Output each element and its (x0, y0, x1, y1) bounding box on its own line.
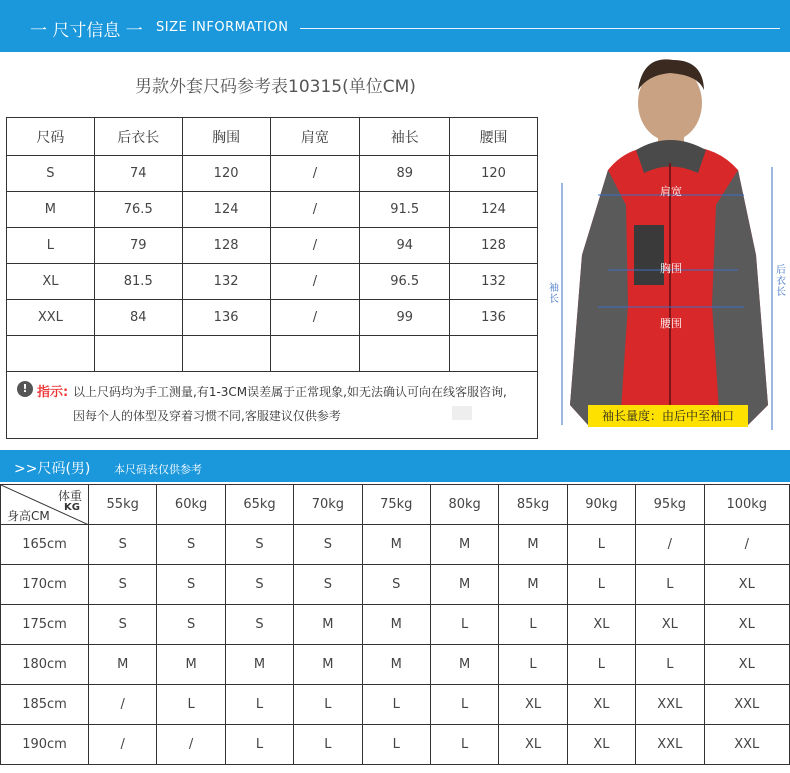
size-table-row (7, 192, 538, 228)
reco-height-cell: 170cm (1, 565, 89, 605)
label-back-length: 后衣长 (776, 265, 786, 298)
reco-size-cell: L (430, 685, 498, 725)
reco-height-cell: 180cm (1, 645, 89, 685)
reco-size-cell: XL (636, 605, 704, 645)
reco-size-cell: L (499, 605, 567, 645)
size-table-cell: 96.5 (360, 264, 450, 300)
size-table-cell: XL (7, 264, 95, 300)
reco-size-cell: M (430, 525, 498, 565)
size-table-cell: / (270, 156, 360, 192)
size-table-row (7, 300, 538, 336)
size-table-cell: 132 (182, 264, 270, 300)
reco-size-cell: S (157, 525, 225, 565)
reco-weight-header-cell: 100kg (704, 485, 789, 525)
reco-height-cell: 190cm (1, 725, 89, 765)
size-table-header (7, 118, 538, 156)
reco-size-cell: / (704, 525, 789, 565)
reco-weight-header-cell: 90kg (567, 485, 635, 525)
reco-size-cell: S (89, 605, 157, 645)
size-table-cell: 128 (450, 228, 538, 264)
size-table-header-cell: 后衣长 (94, 118, 182, 156)
reco-size-cell: L (362, 725, 430, 765)
size-table-cell: 124 (182, 192, 270, 228)
reco-size-cell: L (636, 565, 704, 605)
reco-table-row (1, 605, 790, 645)
reco-size-cell: S (89, 525, 157, 565)
size-table-cell: 136 (182, 300, 270, 336)
reco-height-cell: 185cm (1, 685, 89, 725)
reco-size-cell: S (157, 565, 225, 605)
reco-weight-header-cell: 95kg (636, 485, 704, 525)
size-table-cell: 79 (94, 228, 182, 264)
size-table-header-cell: 尺码 (7, 118, 95, 156)
reco-size-cell: S (89, 565, 157, 605)
reco-size-cell: L (636, 645, 704, 685)
reco-size-cell: XL (704, 565, 789, 605)
sleeve-caption: 袖长量度：由后中至袖口 (588, 405, 748, 427)
reco-size-cell: / (636, 525, 704, 565)
model-jacket-photo (548, 55, 790, 445)
reco-weight-header-cell: 85kg (499, 485, 567, 525)
size-table-cell (270, 336, 360, 372)
size-table-header-cell: 胸围 (182, 118, 270, 156)
size-table-cell: 120 (450, 156, 538, 192)
reco-table-row (1, 645, 790, 685)
reco-size-cell: M (430, 565, 498, 605)
size-table-cell: 99 (360, 300, 450, 336)
reco-size-cell: XL (499, 685, 567, 725)
reco-weight-header-cell: 55kg (89, 485, 157, 525)
size-table-cell: 91.5 (360, 192, 450, 228)
size-chart-title: 男款外套尺码参考表10315(单位CM) (135, 77, 416, 97)
reco-size-cell: XXL (636, 685, 704, 725)
size-table-cell: 89 (360, 156, 450, 192)
size-table-cell: / (270, 192, 360, 228)
reco-height-cell: 165cm (1, 525, 89, 565)
reco-size-cell: L (294, 725, 362, 765)
size-table-cell: S (7, 156, 95, 192)
reco-size-cell: L (567, 525, 635, 565)
reco-size-cell: XL (704, 605, 789, 645)
reco-size-cell: L (157, 685, 225, 725)
reco-size-cell: L (225, 725, 293, 765)
size-table-row (7, 264, 538, 300)
jacket-illustration (548, 55, 790, 445)
reco-size-cell: L (567, 565, 635, 605)
reco-size-cell: / (89, 685, 157, 725)
reco-size-cell: XL (567, 725, 635, 765)
reco-weight-header-cell: 65kg (225, 485, 293, 525)
size-table-cell: XXL (7, 300, 95, 336)
reco-size-cell: XL (567, 685, 635, 725)
reco-size-cell: L (430, 725, 498, 765)
reco-size-cell: L (362, 685, 430, 725)
banner-divider (300, 28, 780, 29)
size-table-cell: 136 (450, 300, 538, 336)
reco-size-cell: XXL (704, 725, 789, 765)
reco-size-cell: L (294, 685, 362, 725)
reco-size-cell: L (225, 685, 293, 725)
banner-title-zh: 一 尺寸信息 一 (30, 21, 143, 41)
reco-size-cell: / (157, 725, 225, 765)
size-table-cell (94, 336, 182, 372)
label-sleeve: 袖长 (549, 283, 559, 305)
reco-size-cell: L (499, 645, 567, 685)
reco-size-cell: M (362, 645, 430, 685)
note-box (6, 369, 538, 439)
note-label: 指示: (37, 385, 69, 400)
size-table-cell: 132 (450, 264, 538, 300)
reco-table-corner (1, 485, 89, 525)
size-table-cell (182, 336, 270, 372)
reco-size-cell: XXL (636, 725, 704, 765)
reco-weight-header-cell: 80kg (430, 485, 498, 525)
size-table-cell: 120 (182, 156, 270, 192)
note-blank-mark (452, 406, 472, 420)
reco-size-cell: M (294, 645, 362, 685)
size-table-cell: M (7, 192, 95, 228)
size-table-cell (7, 336, 95, 372)
note-line-1: 以上尺码均为手工测量,有1-3CM误差属于正常现象,如无法确认可向在线客服咨询, (73, 385, 507, 399)
banner-title-en: SIZE INFORMATION (156, 20, 289, 35)
reco-weight-header-cell: 70kg (294, 485, 362, 525)
reco-table-row (1, 525, 790, 565)
reco-size-cell: M (499, 525, 567, 565)
reco-size-cell: M (499, 565, 567, 605)
reco-weight-header-cell: 60kg (157, 485, 225, 525)
size-table-cell: 81.5 (94, 264, 182, 300)
reco-size-cell: XXL (704, 685, 789, 725)
size-table-header-cell: 腰围 (450, 118, 538, 156)
reco-size-cell: S (225, 605, 293, 645)
size-table-cell: 74 (94, 156, 182, 192)
size-recommendation-table (0, 484, 790, 765)
info-icon: ! (17, 381, 33, 397)
reco-size-cell: S (157, 605, 225, 645)
men-size-banner (0, 450, 790, 482)
size-table-cell: / (270, 228, 360, 264)
size-table-cell: 84 (94, 300, 182, 336)
label-chest: 胸围 (660, 262, 682, 275)
chest-pocket (634, 225, 664, 285)
reco-size-cell: S (294, 565, 362, 605)
jacket-left-panel (570, 170, 628, 425)
garment-size-table (6, 117, 538, 372)
reco-table-header (1, 485, 790, 525)
reco-size-cell: M (225, 645, 293, 685)
size-table-header-cell: 肩宽 (270, 118, 360, 156)
label-shoulder: 肩宽 (660, 185, 682, 198)
size-table-cell: / (270, 264, 360, 300)
corner-kg-label: KG (64, 502, 80, 513)
reco-weight-header-cell: 75kg (362, 485, 430, 525)
reco-size-cell: S (362, 565, 430, 605)
size-table-cell: / (270, 300, 360, 336)
reco-size-cell: S (225, 565, 293, 605)
reco-size-cell: S (225, 525, 293, 565)
size-table-cell: 124 (450, 192, 538, 228)
reco-size-cell: M (430, 645, 498, 685)
jacket-right-panel (712, 170, 768, 425)
reco-size-cell: / (89, 725, 157, 765)
men-size-subtitle: 本尺码表仅供参考 (114, 463, 202, 476)
size-table-cell: 128 (182, 228, 270, 264)
size-table-cell (360, 336, 450, 372)
reco-size-cell: XL (704, 645, 789, 685)
reco-size-cell: M (362, 605, 430, 645)
men-size-title: >>尺码(男) (14, 461, 91, 477)
corner-height-label: 身高CM (7, 509, 50, 523)
reco-size-cell: M (362, 525, 430, 565)
reco-size-cell: L (430, 605, 498, 645)
reco-size-cell: S (294, 525, 362, 565)
size-table-header-cell: 袖长 (360, 118, 450, 156)
size-info-banner (0, 0, 790, 52)
reco-size-cell: M (89, 645, 157, 685)
size-table-row (7, 156, 538, 192)
size-table-cell: L (7, 228, 95, 264)
size-table-row (7, 336, 538, 372)
reco-table-row (1, 685, 790, 725)
reco-size-cell: XL (567, 605, 635, 645)
reco-size-cell: M (157, 645, 225, 685)
reco-size-cell: L (567, 645, 635, 685)
reco-size-cell: XL (499, 725, 567, 765)
reco-size-cell: M (294, 605, 362, 645)
size-table-cell (450, 336, 538, 372)
reco-height-cell: 175cm (1, 605, 89, 645)
size-table-cell: 94 (360, 228, 450, 264)
corner-weight-label: 体重 (57, 489, 82, 503)
note-line-2: 因每个人的体型及穿着习惯不同,客服建议仅供参考 (73, 409, 341, 423)
label-waist: 腰围 (660, 317, 682, 330)
reco-table-row (1, 565, 790, 605)
reco-table-row (1, 725, 790, 765)
size-table-row (7, 228, 538, 264)
size-table-cell: 76.5 (94, 192, 182, 228)
